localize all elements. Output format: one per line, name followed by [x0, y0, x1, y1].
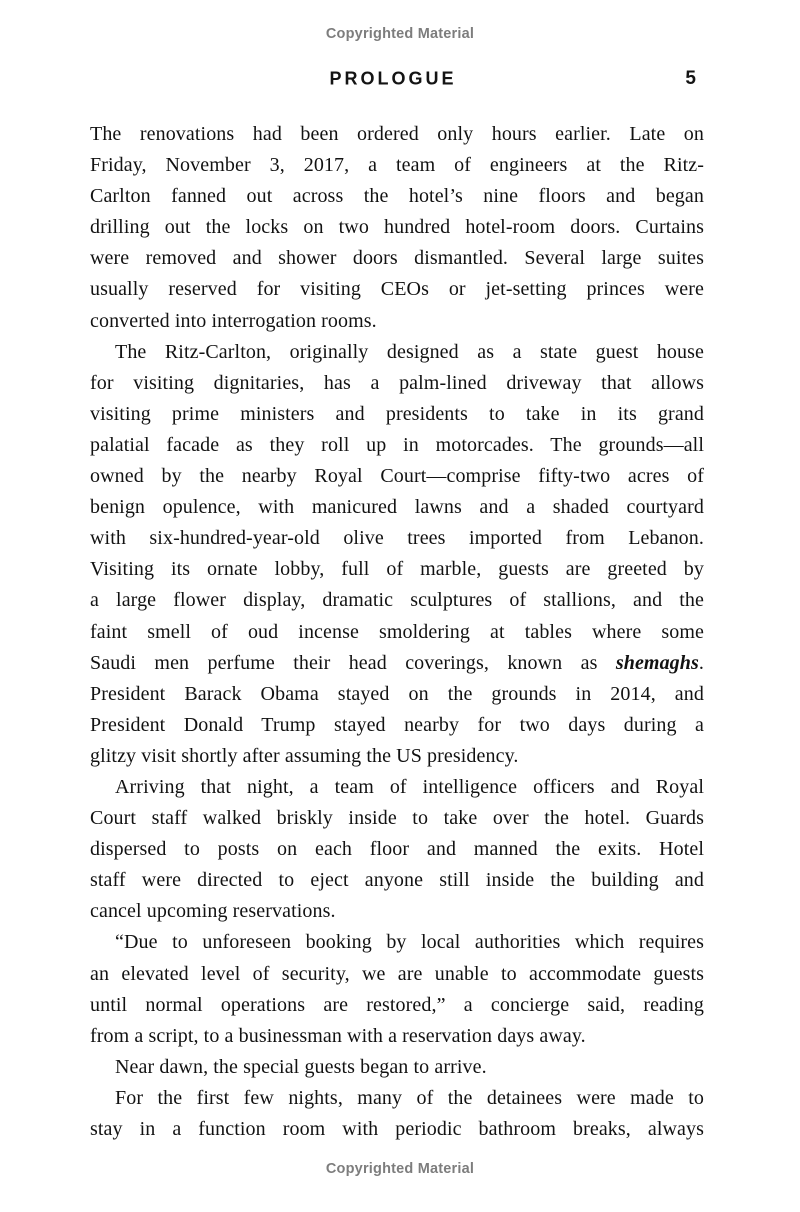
- paragraph: [90, 927, 704, 1051]
- text-line: with six-hundred-year-old olive trees imported from Lebanon.: [90, 527, 704, 550]
- text-line: drilling out the locks on two hundred hotel-room doors. Curtains: [90, 216, 704, 239]
- text-line: converted into interrogation rooms.: [90, 309, 377, 332]
- text-line: were removed and shower doors dismantled. Several large suites: [90, 247, 704, 270]
- copyright-notice-top: Copyrighted Material: [325, 26, 475, 42]
- text-line: Saudi men perfume their head coverings, known as shemaghs.: [90, 651, 704, 674]
- text-line: President Barack Obama stayed on the grounds in 2014, and: [90, 682, 704, 705]
- text-line: Arriving that night, a team of intelligence officers and Royal: [115, 775, 704, 798]
- text-line: For the first few nights, many of the detainees were made to: [115, 1086, 704, 1109]
- text-line: a large flower display, dramatic sculptures of stallions, and the: [90, 589, 704, 612]
- running-head: [90, 68, 696, 92]
- text-line: Court staff walked briskly inside to take over the hotel. Guards: [90, 807, 704, 830]
- text-line: from a script, to a businessman with a reservation days away.: [90, 1024, 586, 1047]
- text-line: until normal operations are restored,” a concierge said, reading: [90, 993, 704, 1016]
- paragraph: [90, 119, 704, 337]
- text-line: The Ritz-Carlton, originally designed as a state guest house: [115, 340, 704, 363]
- copyright-notice-bottom: Copyrighted Material: [325, 1161, 475, 1177]
- text-line: usually reserved for visiting CEOs or jet-setting princes were: [90, 278, 704, 301]
- text-line: benign opulence, with manicured lawns and a shaded courtyard: [90, 496, 704, 519]
- text-line: for visiting dignitaries, has a palm-lined driveway that allows: [90, 371, 704, 394]
- chapter-title: PROLOGUE: [329, 67, 457, 89]
- body-text: [90, 119, 704, 1145]
- text-line: Near dawn, the special guests began to arrive.: [115, 1055, 487, 1078]
- text-line: The renovations had been ordered only hours earlier. Late on: [90, 123, 704, 145]
- paragraph: [90, 1083, 704, 1145]
- text-line: an elevated level of security, we are unable to accommodate guests: [90, 962, 704, 985]
- text-line: “Due to unforeseen booking by local authorities which requires: [115, 931, 704, 954]
- text-line: cancel upcoming reservations.: [90, 900, 336, 923]
- text-line: stay in a function room with periodic bathroom breaks, always: [90, 1118, 704, 1140]
- text-line: owned by the nearby Royal Court—comprise fifty-two acres of: [90, 465, 704, 488]
- text-line: Carlton fanned out across the hotel’s nine floors and began: [90, 185, 704, 208]
- text-line: Friday, November 3, 2017, a team of engineers at the Ritz-: [90, 154, 704, 177]
- text-line: visiting prime ministers and presidents to take in its grand: [90, 402, 704, 425]
- text-line: palatial facade as they roll up in motorcades. The grounds—all: [90, 433, 704, 456]
- text-line: staff were directed to eject anyone still inside the building and: [90, 869, 704, 892]
- text-line: President Donald Trump stayed nearby for two days during a: [90, 713, 704, 736]
- paragraph: [90, 337, 704, 772]
- paragraph: [90, 1052, 704, 1083]
- page-number: 5: [685, 68, 696, 89]
- text-line: faint smell of oud incense smoldering at tables where some: [90, 620, 704, 643]
- text-line: Visiting its ornate lobby, full of marble, guests are greeted by: [90, 558, 704, 581]
- text-line: glitzy visit shortly after assuming the US presidency.: [90, 744, 519, 767]
- text-line: dispersed to posts on each floor and manned the exits. Hotel: [90, 838, 704, 861]
- paragraph: [90, 772, 704, 927]
